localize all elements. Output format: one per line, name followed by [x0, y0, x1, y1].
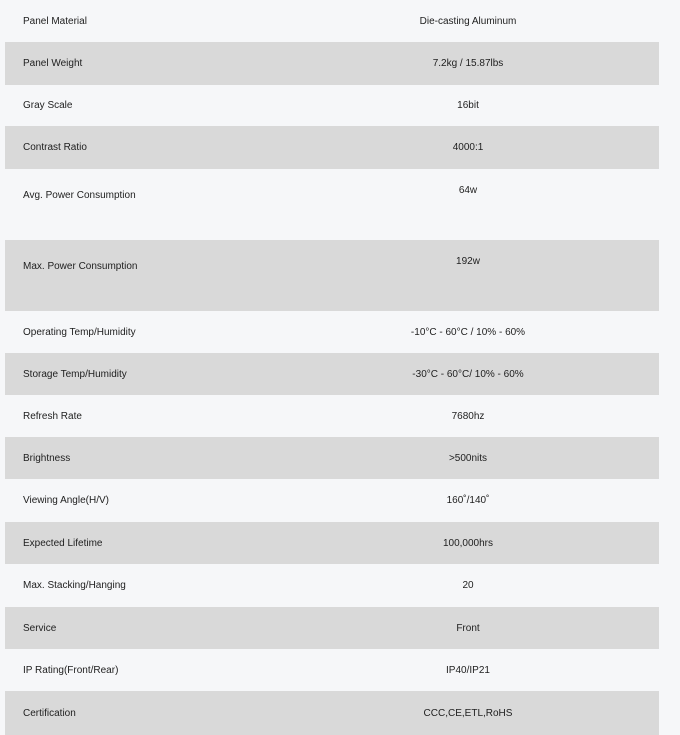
spec-value: IP40/IP21 — [323, 649, 659, 691]
spec-value: 4000:1 — [323, 126, 659, 169]
table-row — [5, 607, 659, 649]
spec-value: 160˚/140˚ — [323, 479, 659, 522]
spec-label: Refresh Rate — [5, 395, 323, 437]
table-row — [5, 395, 659, 437]
spec-value: 7680hz — [323, 395, 659, 437]
spec-label: Expected Lifetime — [5, 522, 323, 564]
table-row — [5, 522, 659, 564]
table-row — [5, 649, 659, 691]
table-row — [5, 169, 659, 240]
table-row — [5, 126, 659, 169]
spec-label: Max. Power Consumption — [5, 240, 323, 311]
spec-value: 16bit — [323, 85, 659, 126]
spec-value: -10°C - 60°C / 10% - 60% — [323, 311, 659, 353]
spec-label: IP Rating(Front/Rear) — [5, 649, 323, 691]
spec-label: Service — [5, 607, 323, 649]
table-row — [5, 311, 659, 353]
table-row — [5, 240, 659, 311]
table-row — [5, 353, 659, 395]
spec-label: Contrast Ratio — [5, 126, 323, 169]
spec-value: >500nits — [323, 437, 659, 479]
spec-value: -30°C - 60°C/ 10% - 60% — [323, 353, 659, 395]
specifications-table — [5, 0, 659, 735]
table-row — [5, 42, 659, 85]
spec-value: Die-casting Aluminum — [323, 0, 659, 42]
table-row — [5, 691, 659, 735]
spec-label: Viewing Angle(H/V) — [5, 479, 323, 522]
spec-value: 100,000hrs — [323, 522, 659, 564]
spec-value: CCC,CE,ETL,RoHS — [323, 691, 659, 735]
spec-label: Certification — [5, 691, 323, 735]
table-row — [5, 479, 659, 522]
spec-label: Storage Temp/Humidity — [5, 353, 323, 395]
spec-value: 7.2kg / 15.87lbs — [323, 42, 659, 85]
spec-value: 192w — [323, 240, 659, 311]
spec-label: Brightness — [5, 437, 323, 479]
table-row — [5, 85, 659, 126]
spec-value: 20 — [323, 564, 659, 607]
table-row — [5, 0, 659, 42]
spec-value: 64w — [323, 169, 659, 240]
spec-label: Panel Weight — [5, 42, 323, 85]
spec-value: Front — [323, 607, 659, 649]
table-row — [5, 564, 659, 607]
spec-label: Operating Temp/Humidity — [5, 311, 323, 353]
spec-label: Avg. Power Consumption — [5, 169, 323, 240]
spec-label: Max. Stacking/Hanging — [5, 564, 323, 607]
spec-label: Gray Scale — [5, 85, 323, 126]
spec-label: Panel Material — [5, 0, 323, 42]
table-row — [5, 437, 659, 479]
